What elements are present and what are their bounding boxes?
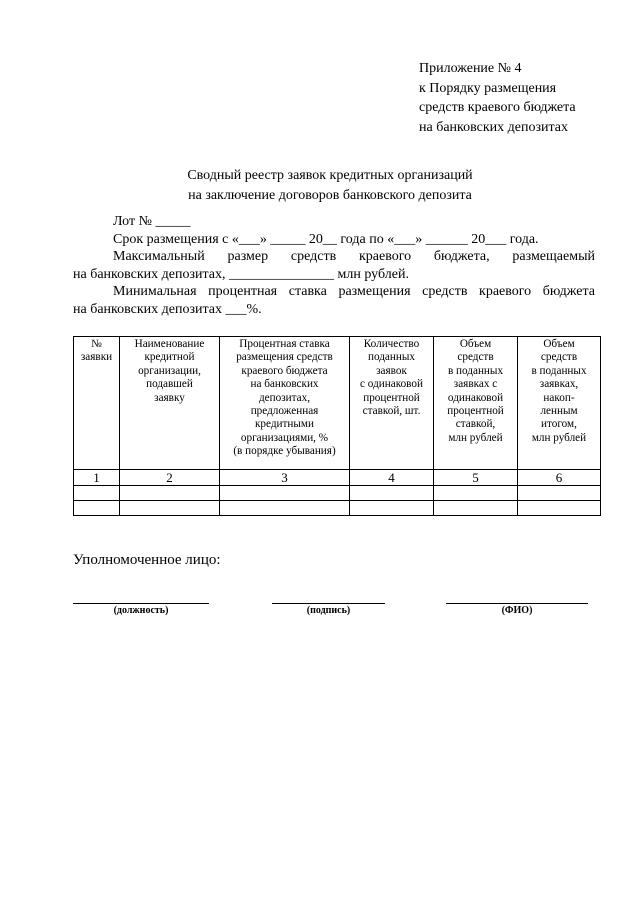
table-cell[interactable] <box>220 501 350 516</box>
header-amount-cumulative: Объем средств в поданных заявках, накоп- ленным итогом, млн рублей <box>518 337 601 470</box>
column-number: 3 <box>220 470 350 486</box>
table-cell[interactable] <box>518 486 601 501</box>
lot-number: Лот № _____ <box>113 214 191 229</box>
max-amount-line1: Максимальный размер средств краевого бюджета, размещаемый <box>113 249 595 264</box>
column-number: 1 <box>74 470 120 486</box>
title-line: Сводный реестр заявок кредитных организаций <box>187 168 473 183</box>
column-number: 4 <box>350 470 434 486</box>
header-interest-rate: Процентная ставка размещения средств краевого бюджета на банковских депозитах, предложенная кредитными организациями, % (в порядке убывания) <box>220 337 350 470</box>
min-rate-line2: на банковских депозитах ___%. <box>73 301 262 317</box>
lot-parameters <box>73 213 595 318</box>
title-line: на заключение договоров банковского депозита <box>188 188 472 203</box>
sign-caption: (подпись) <box>306 605 351 616</box>
column-number-row <box>74 470 601 486</box>
table-cell[interactable] <box>120 486 220 501</box>
min-rate-line1: Минимальная процентная ставка размещения средств краевого бюджета <box>113 284 595 299</box>
table-row <box>74 486 601 501</box>
appendix-line: Приложение № 4 <box>419 61 522 76</box>
table-cell[interactable] <box>434 486 518 501</box>
max-amount-line2: на банковских депозитах, _______________ млн рублей. <box>73 266 409 282</box>
position-signature-line[interactable] <box>73 603 209 604</box>
name-caption: (ФИО) <box>501 605 533 616</box>
table-header-row <box>74 337 601 470</box>
column-number: 2 <box>120 470 220 486</box>
appendix-block <box>419 59 576 137</box>
table-cell[interactable] <box>220 486 350 501</box>
placement-term: Срок размещения с «___» _____ 20__ года по «___» ______ 20___ года. <box>113 231 539 247</box>
table-row <box>74 501 601 516</box>
register-table <box>73 336 601 516</box>
table-cell[interactable] <box>350 486 434 501</box>
appendix-line: средств краевого бюджета <box>419 100 576 115</box>
table-cell[interactable] <box>518 501 601 516</box>
document-title <box>140 166 520 206</box>
header-application-number: № заявки <box>74 337 120 470</box>
position-caption: (должность) <box>113 605 169 616</box>
table-cell[interactable] <box>434 501 518 516</box>
appendix-line: на банковских депозитах <box>419 119 569 135</box>
table-cell[interactable] <box>74 486 120 501</box>
authorized-person-label: Уполномоченное лицо: <box>73 552 221 568</box>
sign-signature-line[interactable] <box>272 603 385 604</box>
appendix-line: к Порядку размещения <box>419 80 557 96</box>
name-signature-line[interactable] <box>446 603 588 604</box>
header-application-count: Количество поданных заявок с одинаковой процентной ставкой, шт. <box>350 337 434 470</box>
table-cell[interactable] <box>74 501 120 516</box>
header-amount-same-rate: Объем средств в поданных заявках с одинаковой процентной ставкой, млн рублей <box>434 337 518 470</box>
column-number: 6 <box>518 470 601 486</box>
table-cell[interactable] <box>350 501 434 516</box>
header-organization-name: Наименование кредитной организации, подавшей заявку <box>120 337 220 470</box>
column-number: 5 <box>434 470 518 486</box>
table-cell[interactable] <box>120 501 220 516</box>
